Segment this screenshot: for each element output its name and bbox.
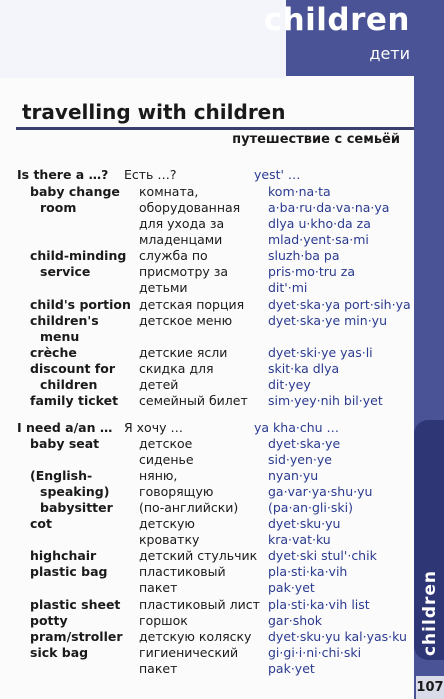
russian-phrase: говорящую (139, 484, 214, 499)
phrase-row (0, 468, 414, 484)
russian-phrase: детский стульчик (139, 548, 258, 563)
transliteration: dyet·ska·ye (268, 436, 341, 451)
english-phrase: children (40, 377, 98, 392)
english-phrase: family ticket (30, 393, 119, 408)
phrase-row (0, 548, 414, 564)
transliteration: sluzh·ba pa (268, 248, 340, 263)
english-phrase: I need a/an … (17, 420, 113, 435)
transliteration: nyan·yu (268, 468, 319, 483)
section-subtitle-russian: путешествие с семьёй (232, 132, 400, 147)
transliteration: dit·yey (268, 377, 311, 392)
russian-phrase: детская порция (139, 297, 245, 312)
phrase-row (0, 184, 414, 200)
phrase-row (0, 345, 414, 361)
transliteration: gi·gi·i·ni·chi·ski (268, 645, 362, 660)
phrase-row (0, 280, 414, 296)
transliteration: ga·var·ya·shu·yu (268, 484, 373, 499)
russian-phrase: пластиковый лист (139, 597, 260, 612)
phrase-row (0, 597, 414, 613)
transliteration: kra·vat·ku (268, 532, 331, 547)
russian-phrase: горшок (139, 613, 188, 628)
russian-phrase: оборудованная (139, 200, 241, 215)
russian-phrase: для ухода за (139, 216, 225, 231)
header-light-panel (0, 0, 286, 78)
russian-phrase: пластиковый (139, 564, 226, 579)
phrase-row (0, 361, 414, 377)
chapter-title: children (263, 2, 410, 38)
transliteration: a·ba·ru·da·va·na·ya (268, 200, 390, 215)
transliteration: sim·yey·nih bil·yet (268, 393, 383, 408)
transliteration: kom·na·ta (268, 184, 331, 199)
russian-phrase: детей (139, 377, 179, 392)
phrase-row (0, 532, 414, 548)
english-phrase: plastic bag (30, 564, 108, 579)
russian-phrase: детьми (139, 280, 188, 295)
section-title: travelling with children (22, 100, 286, 124)
transliteration: (pa·an·gli·ski) (268, 500, 353, 515)
phrase-row (0, 629, 414, 645)
english-phrase: child's portion (30, 297, 131, 312)
russian-phrase: детское (139, 436, 193, 451)
section-divider (16, 127, 414, 130)
phrase-row (0, 580, 414, 596)
english-phrase: menu (40, 329, 80, 344)
transliteration: pak·yet (268, 580, 315, 595)
english-phrase: plastic sheet (30, 597, 121, 612)
english-phrase: cot (30, 516, 52, 531)
phrase-row (0, 264, 414, 280)
russian-phrase: детские ясли (139, 345, 228, 360)
page-number: 107 (416, 676, 444, 699)
phrase-row (0, 297, 414, 313)
phrase-row (0, 436, 414, 452)
russian-phrase: сиденье (139, 452, 194, 467)
transliteration: dyet·ski·ye yas·li (268, 345, 373, 360)
english-phrase: (English- (30, 468, 93, 483)
english-phrase: children's (30, 313, 99, 328)
russian-phrase: кроватку (139, 532, 200, 547)
russian-phrase: детскую (139, 516, 195, 531)
side-tab-label: children (420, 569, 440, 657)
transliteration: skit·ka dlya (268, 361, 340, 376)
transliteration: pak·yet (268, 661, 315, 676)
english-phrase: highchair (30, 548, 97, 563)
russian-phrase: гигиенический (139, 645, 239, 660)
transliteration: ya kha·chu … (254, 420, 340, 435)
transliteration: mlad·yent·sa·mi (268, 232, 369, 247)
phrase-row (0, 393, 414, 409)
russian-phrase: семейный билет (139, 393, 248, 408)
phrase-row (0, 500, 414, 516)
phrase-row (0, 484, 414, 500)
russian-phrase: няню, (139, 468, 178, 483)
english-phrase: baby change (30, 184, 120, 199)
russian-phrase: присмотру за (139, 264, 229, 279)
russian-phrase: Я хочу … (124, 420, 183, 435)
english-phrase: discount for (30, 361, 115, 376)
russian-phrase: служба по (139, 248, 208, 263)
transliteration: pla·sti·ka·vih (268, 564, 348, 579)
russian-phrase: комната, (139, 184, 199, 199)
transliteration: dlya u·kho·da za (268, 216, 371, 231)
phrase-row (0, 248, 414, 264)
transliteration: dyet·ski stul'·chik (268, 548, 377, 563)
phrase-row (0, 420, 414, 436)
transliteration: dyet·ska·ye min·yu (268, 313, 387, 328)
transliteration: yest' … (254, 167, 301, 182)
transliteration: pla·sti·ka·vih list (268, 597, 370, 612)
phrase-row (0, 564, 414, 580)
phrase-row (0, 232, 414, 248)
russian-phrase: детское меню (139, 313, 233, 328)
transliteration: pris·mo·tru za (268, 264, 355, 279)
russian-phrase: пакет (139, 661, 178, 676)
phrase-row (0, 377, 414, 393)
english-phrase: room (40, 200, 77, 215)
transliteration: sid·yen·ye (268, 452, 332, 467)
phrase-row (0, 200, 414, 216)
english-phrase: pram/stroller (30, 629, 123, 644)
transliteration: dit'·mi (268, 280, 308, 295)
phrase-row (0, 216, 414, 232)
russian-phrase: младенцами (139, 232, 223, 247)
russian-phrase: детскую коляску (139, 629, 252, 644)
english-phrase: service (40, 264, 91, 279)
english-phrase: crèche (30, 345, 77, 360)
english-phrase: Is there a …? (17, 167, 109, 182)
russian-phrase: пакет (139, 580, 178, 595)
english-phrase: babysitter (40, 500, 113, 515)
english-phrase: baby seat (30, 436, 100, 451)
english-phrase: child-minding (30, 248, 127, 263)
russian-phrase: (по-английски) (139, 500, 239, 515)
russian-phrase: Есть …? (124, 167, 177, 182)
phrase-row (0, 613, 414, 629)
chapter-title-russian: дети (369, 44, 410, 63)
phrase-row (0, 329, 414, 345)
phrase-row (0, 661, 414, 677)
transliteration: dyet·sku·yu (268, 516, 341, 531)
english-phrase: sick bag (30, 645, 89, 660)
phrase-row (0, 452, 414, 468)
russian-phrase: скидка для (139, 361, 214, 376)
transliteration: gar·shok (268, 613, 323, 628)
transliteration: dyet·ska·ya port·sih·ya (268, 297, 411, 312)
english-phrase: potty (30, 613, 68, 628)
phrase-row (0, 516, 414, 532)
transliteration: dyet·sku·yu kal·yas·ku (268, 629, 407, 644)
phrase-row (0, 313, 414, 329)
english-phrase: speaking) (40, 484, 110, 499)
phrase-row (0, 167, 414, 183)
phrase-row (0, 645, 414, 661)
